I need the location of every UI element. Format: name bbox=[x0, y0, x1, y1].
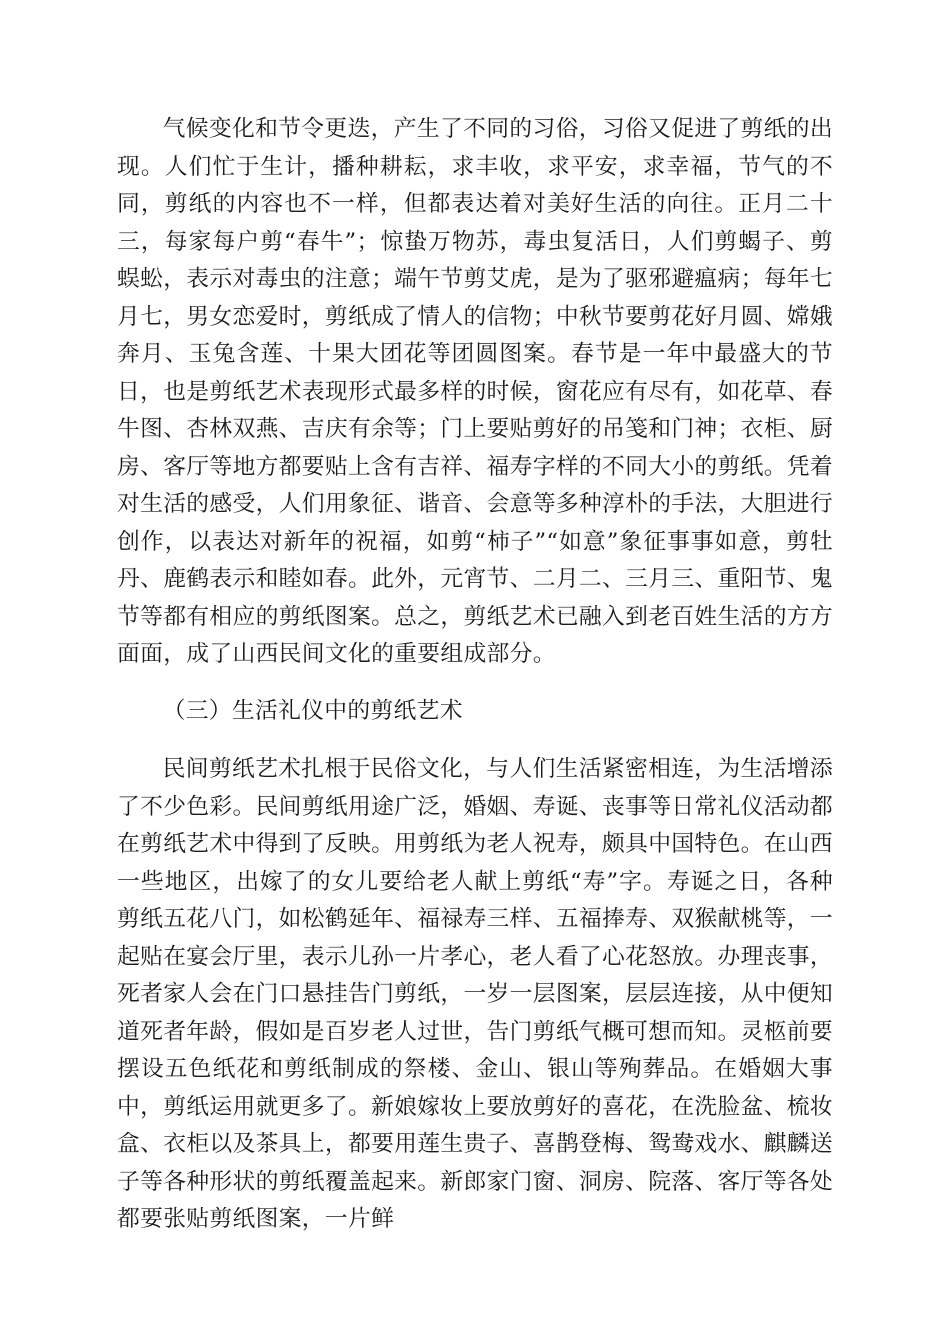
section-heading: （三）生活礼仪中的剪纸艺术 bbox=[162, 697, 463, 724]
document-body bbox=[117, 111, 833, 1239]
body-paragraph-festival-customs: 气候变化和节令更迭，产生了不同的习俗，习俗又促进了剪纸的出现。人们忙于生计，播种耕耘，求丰收，求平安，求幸福，节气的不同，剪纸的内容也不一样，但都表达着对美好生活的向往。正月二十三，每家每户剪“春牛”；惊蛰万物苏，毒虫复活日，人们剪蝎子、剪蜈蚣，表示对毒虫的注意；端午节剪艾虎，是为了驱邪避瘟病；每年七月七，男女恋爱时，剪纸成了情人的信物；中秋节要剪花好月圆、嫦娥奔月、玉兔含莲、十果大团花等团圆图案。春节是一年中最盛大的节日，也是剪纸艺术表现形式最多样的时候，窗花应有尽有，如花草、春牛图、杏林双燕、吉庆有余等；门上要贴剪好的吊笺和门神；衣柜、厨房、客厅等地方都要贴上含有吉祥、福寿字样的不同大小的剪纸。凭着对生活的感受，人们用象征、谐音、会意等多种淳朴的手法，大胆进行创作，以表达对新年的祝福，如剪“柿子”“如意”象征事事如意，剪牡丹、鹿鹤表示和睦如春。此外，元宵节、二月二、三月三、重阳节、鬼节等都有相应的剪纸图案。总之，剪纸艺术已融入到老百姓生活的方方面面，成了山西民间文化的重要组成部分。 bbox=[117, 116, 834, 667]
body-paragraph-life-rituals: 民间剪纸艺术扎根于民俗文化，与人们生活紧密相连，为生活增添了不少色彩。民间剪纸用途广泛，婚姻、寿诞、丧事等日常礼仪活动都在剪纸艺术中得到了反映。用剪纸为老人祝寿，颇具中国特色。在山西一些地区，出嫁了的女儿要给老人献上剪纸“寿”字。寿诞之日，各种剪纸五花八门，如松鹤延年、福禄寿三样、五福捧寿、双猴献桃等，一起贴在宴会厅里，表示儿孙一片孝心，老人看了心花怒放。办理丧事，死者家人会在门口悬挂告门剪纸，一岁一层图案，层层连接，从中便知道死者年龄，假如是百岁老人过世，告门剪纸气概可想而知。灵柩前要摆设五色纸花和剪纸制成的祭楼、金山、银山等殉葬品。在婚姻大事中，剪纸运用就更多了。新娘嫁妆上要放剪好的喜花，在洗脸盆、梳妆盒、衣柜以及茶具上，都要用莲生贵子、喜鹊登梅、鸳鸯戏水、麒麟送子等各种形状的剪纸覆盖起来。新郎家门窗、洞房、院落、客厅等各处都要张贴剪纸图案，一片鲜 bbox=[117, 756, 834, 1232]
